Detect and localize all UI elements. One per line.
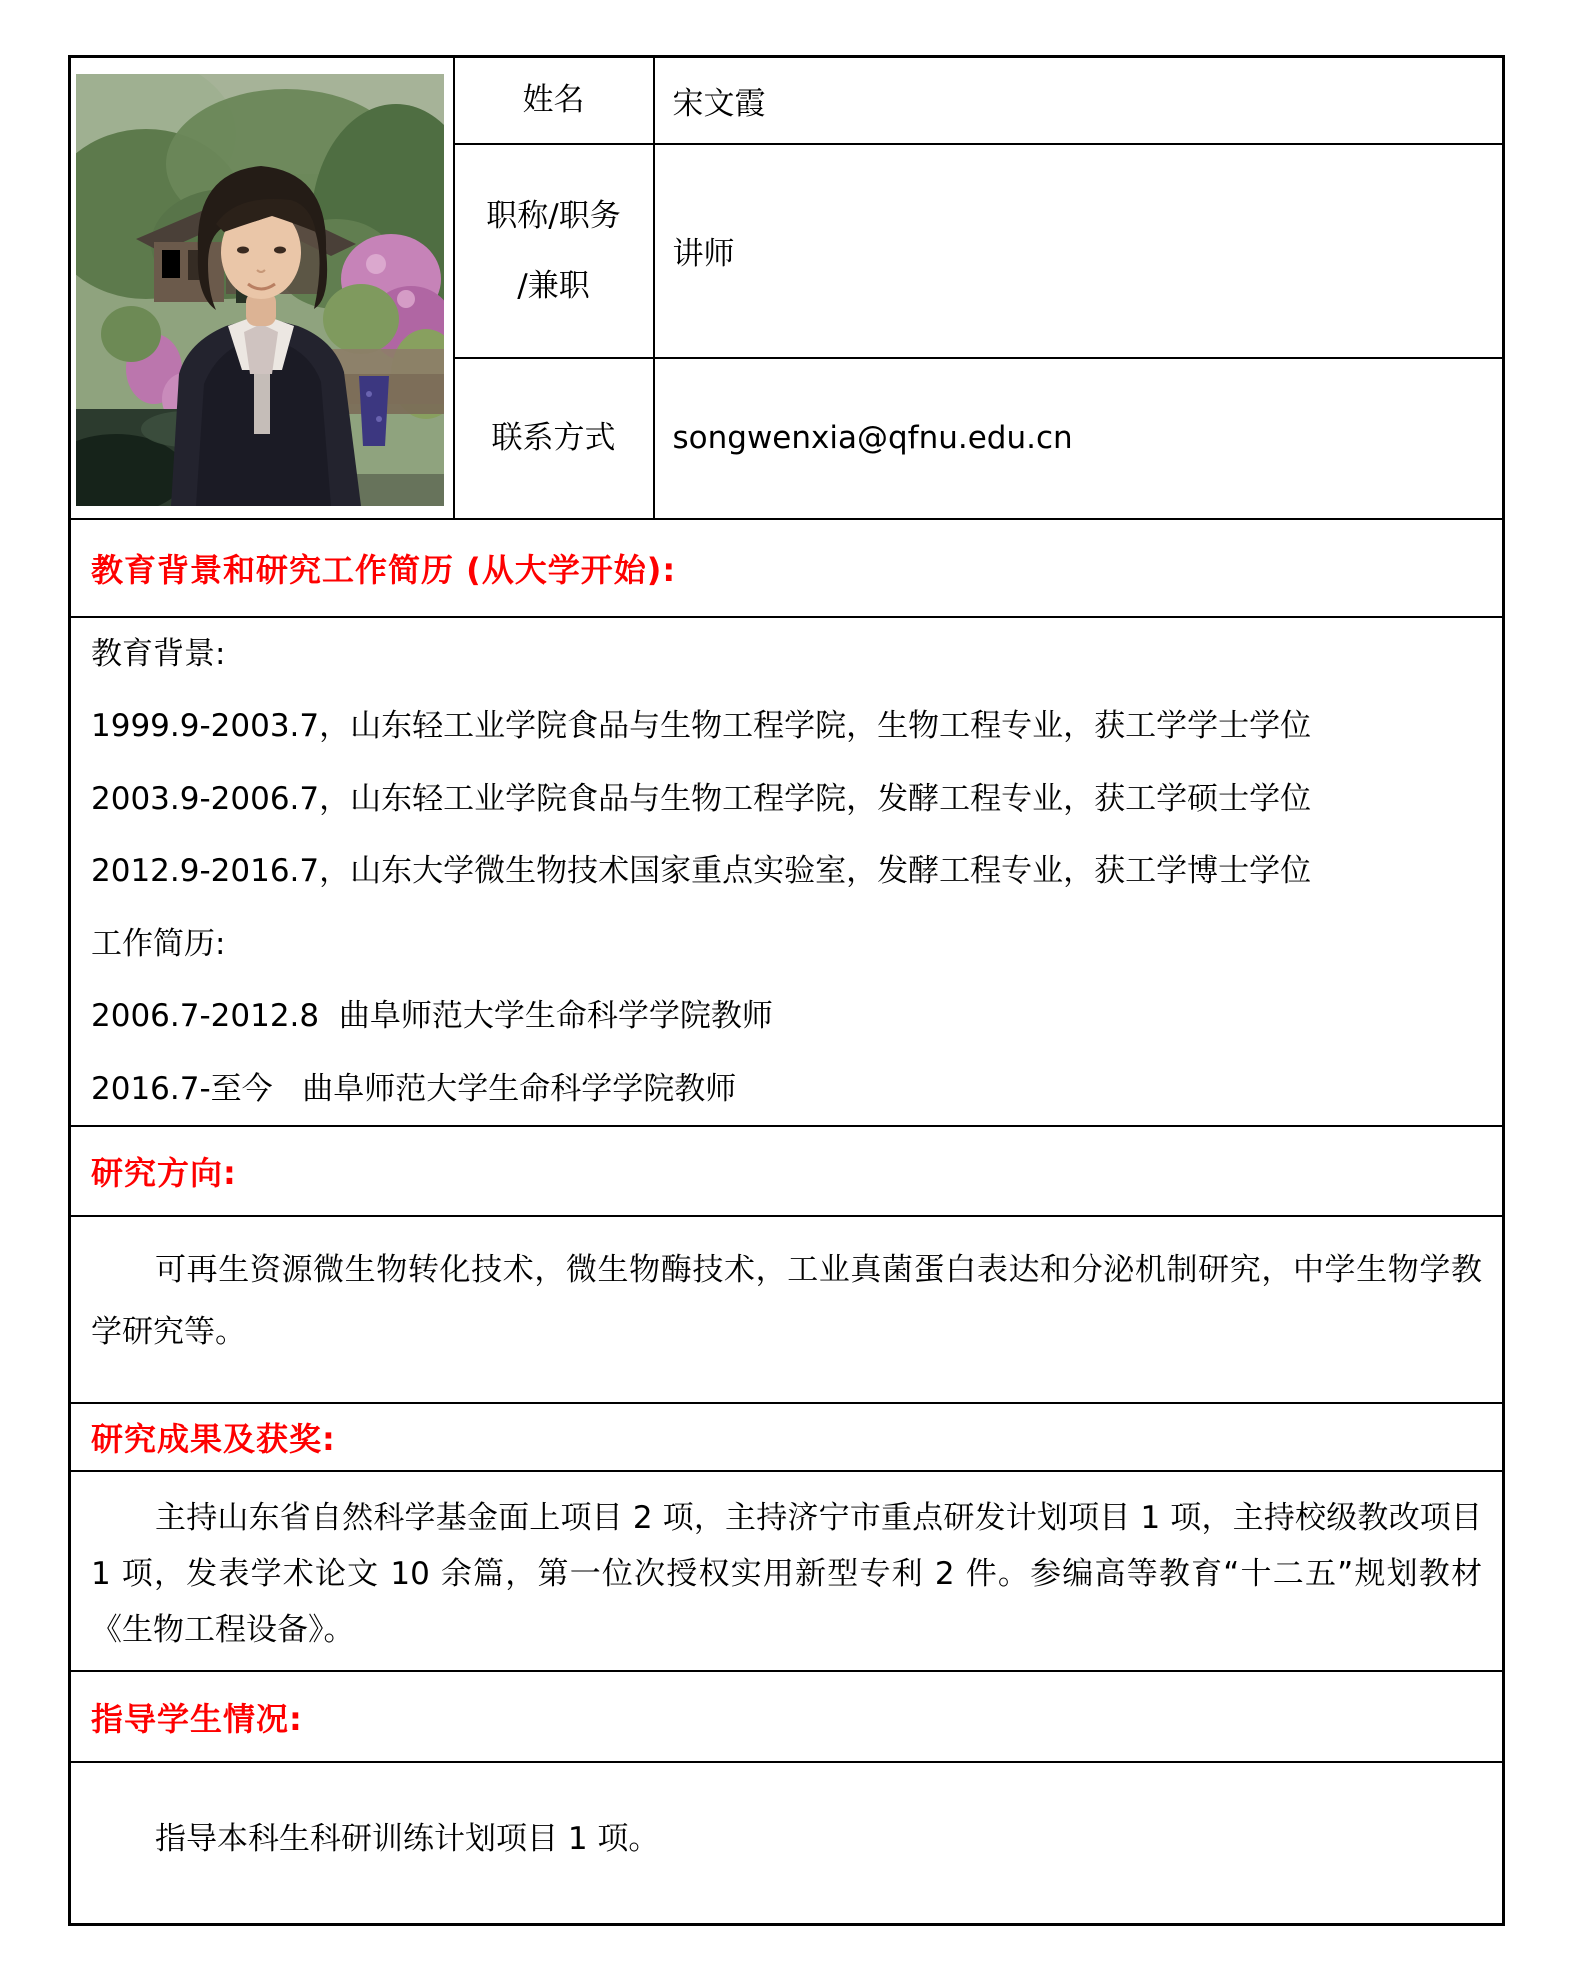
- education-line: 2016.7-至今 曲阜师范大学生命科学学院教师: [91, 1070, 737, 1107]
- students-header-row: [70, 1671, 1504, 1762]
- education-section-heading: 教育背景和研究工作简历 (从大学开始):: [70, 519, 1504, 617]
- education-line: 2003.9-2006.7，山东轻工业学院食品与生物工程学院，发酵工程专业，获工学硕士学位: [91, 780, 1312, 817]
- research-direction-content: [70, 1216, 1504, 1403]
- title-label: [454, 144, 654, 358]
- title-label-line1: 职称/职务: [486, 197, 621, 234]
- research-direction-heading: 研究方向:: [70, 1126, 1504, 1216]
- name-value: 宋文霞: [654, 57, 1504, 144]
- education-section-content: [70, 617, 1504, 1127]
- teacher-portrait-photo: [76, 74, 444, 506]
- name-label: 姓名: [454, 57, 654, 144]
- research-direction-header-row: [70, 1126, 1504, 1216]
- education-line: 工作简历:: [91, 925, 226, 962]
- students-content: [70, 1762, 1504, 1924]
- students-heading: 指导学生情况:: [70, 1671, 1504, 1762]
- education-line: 1999.9-2003.7，山东轻工业学院食品与生物工程学院，生物工程专业，获工学学士学位: [91, 708, 1312, 744]
- education-section-content-row: [70, 617, 1504, 1127]
- education-line: 2006.7-2012.8 曲阜师范大学生命科学学院教师: [91, 998, 773, 1034]
- contact-label: 联系方式: [454, 358, 654, 519]
- achievements-content-row: [70, 1471, 1504, 1671]
- education-section-header-row: [70, 519, 1504, 617]
- contact-email: songwenxia@qfnu.edu.cn: [654, 358, 1504, 519]
- achievements-header-row: [70, 1403, 1504, 1471]
- faculty-profile-table: [68, 55, 1505, 1926]
- students-paragraph: 指导本科生科研训练计划项目 1 项。: [155, 1821, 660, 1857]
- education-line: 2012.9-2016.7，山东大学微生物技术国家重点实验室，发酵工程专业，获工学博士学位: [91, 853, 1312, 889]
- students-content-row: [70, 1762, 1504, 1924]
- achievements-content: [70, 1471, 1504, 1671]
- photo-cell: [70, 57, 454, 519]
- title-value: 讲师: [654, 144, 1504, 358]
- research-direction-content-row: [70, 1216, 1504, 1403]
- achievements-heading: 研究成果及获奖:: [70, 1403, 1504, 1471]
- name-row: [70, 57, 1504, 144]
- education-line: 教育背景:: [91, 635, 226, 672]
- achievements-paragraph: 主持山东省自然科学基金面上项目 2 项，主持济宁市重点研发计划项目 1 项，主持校级教改项目 1 项，发表学术论文 10 余篇，第一位次授权实用新型专利 2 件。参编高等教育“十二五”规划教材《生物工程设备》。: [91, 1500, 1482, 1648]
- title-label-line2: /兼职: [517, 267, 590, 304]
- research-direction-paragraph: 可再生资源微生物转化技术，微生物酶技术，工业真菌蛋白表达和分泌机制研究，中学生物学教学研究等。: [91, 1252, 1482, 1350]
